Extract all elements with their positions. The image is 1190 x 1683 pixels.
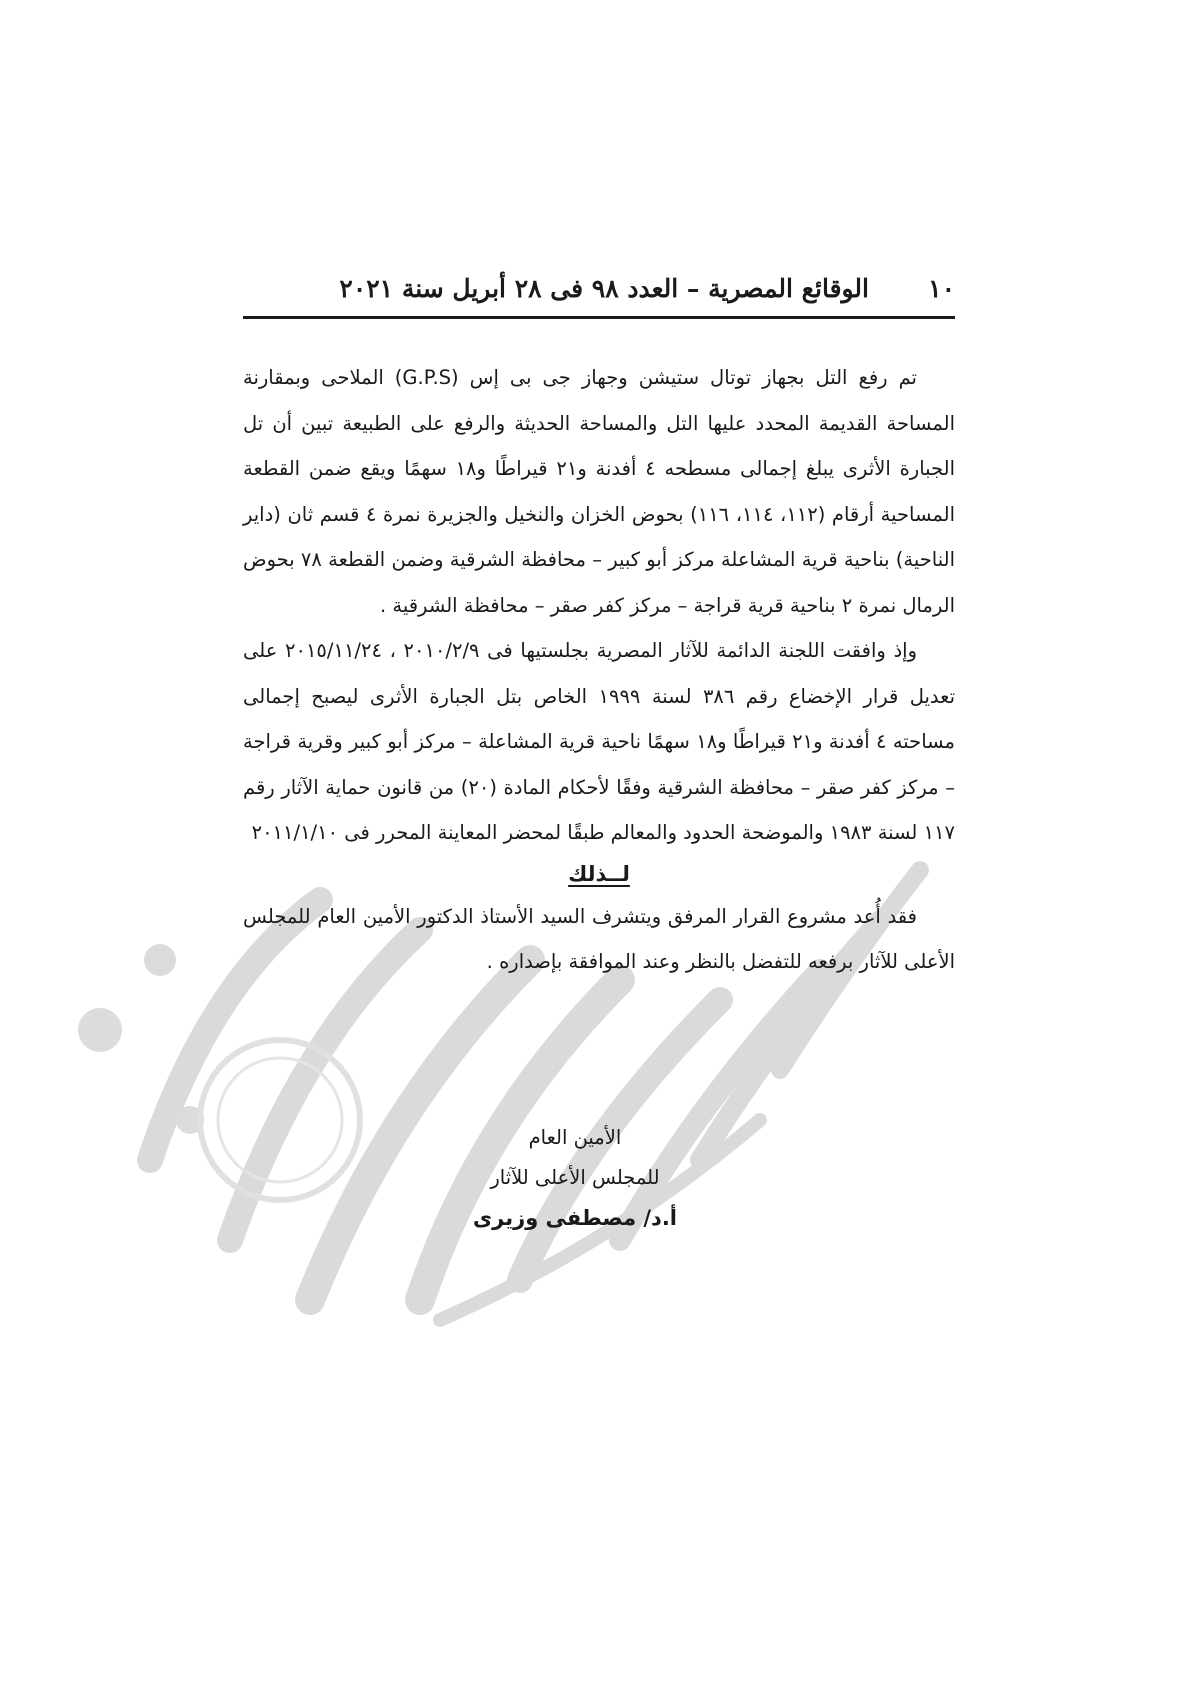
document-body (243, 355, 955, 985)
gazette-header-title: الوقائع المصرية – العدد ٩٨ فى ٢٨ أبريل سنة ٢٠٢١ (339, 274, 869, 303)
signature-title-line1: الأمين العام (528, 1126, 622, 1149)
page-header (243, 270, 955, 319)
signature-title-line2: للمجلس الأعلى للآثار (490, 1166, 660, 1189)
signatory-name: أ.د/ مصطفى وزيرى (472, 1206, 677, 1230)
section-heading: لــذلك (568, 861, 630, 886)
page-number: ١٠ (928, 274, 955, 303)
signature-block (473, 1118, 677, 1238)
paragraph-survey: تم رفع التل بجهاز توتال ستيشن وجهاز جى بى إس (G.P.S) الملاحى وبمقارنة المساحة القديمة المحدد عليها التل والمساحة الحديثة والرفع على الطبيعة تبين أن تل الجبارة الأثرى يبلغ إجمالى مسطحه ٤ أفدنة و٢١ قيراطًا و١٨ سهمًا ويقع ضمن القطعة المساحية أرقام (١١٢، ١١٤، ١١٦) بحوض الخزان والنخيل والجزيرة نمرة ٤ قسم ثان (داير الناحية) بناحية قرية المشاعلة مركز أبو كبير – محافظة الشرقية وضمن القطعة ٧٨ بحوض الرمال نمرة ٢ بناحية قرية قراجة – مركز كفر صقر – محافظة الشرقية . (243, 366, 956, 617)
paragraph-closing: فقد أُعد مشروع القرار المرفق ويتشرف السيد الأستاذ الدكتور الأمين العام للمجلس الأعلى للآثار برفعه للتفضل بالنظر وعند الموافقة بإصداره . (243, 904, 955, 973)
paragraph-committee-approval: وإذ وافقت اللجنة الدائمة للآثار المصرية بجلستيها فى ٢٠١٠/٢/٩ ، ٢٠١٥/١١/٢٤ على تعديل قرار الإخضاع رقم ٣٨٦ لسنة ١٩٩٩ الخاص بتل الجبارة الأثرى ليصبح إجمالى مساحته ٤ أفدنة و٢١ قيراطًا و١٨ سهمًا ناحية قرية المشاعلة – مركز أبو كبير وقرية قراجة – مركز كفر صقر – محافظة الشرقية وفقًا لأحكام المادة (٢٠) من قانون حماية الآثار رقم ١١٧ لسنة ١٩٨٣ والموضحة الحدود والمعالم طبقًا لمحضر المعاينة المحرر فى ٢٠١١/١/١٠ (243, 639, 956, 844)
